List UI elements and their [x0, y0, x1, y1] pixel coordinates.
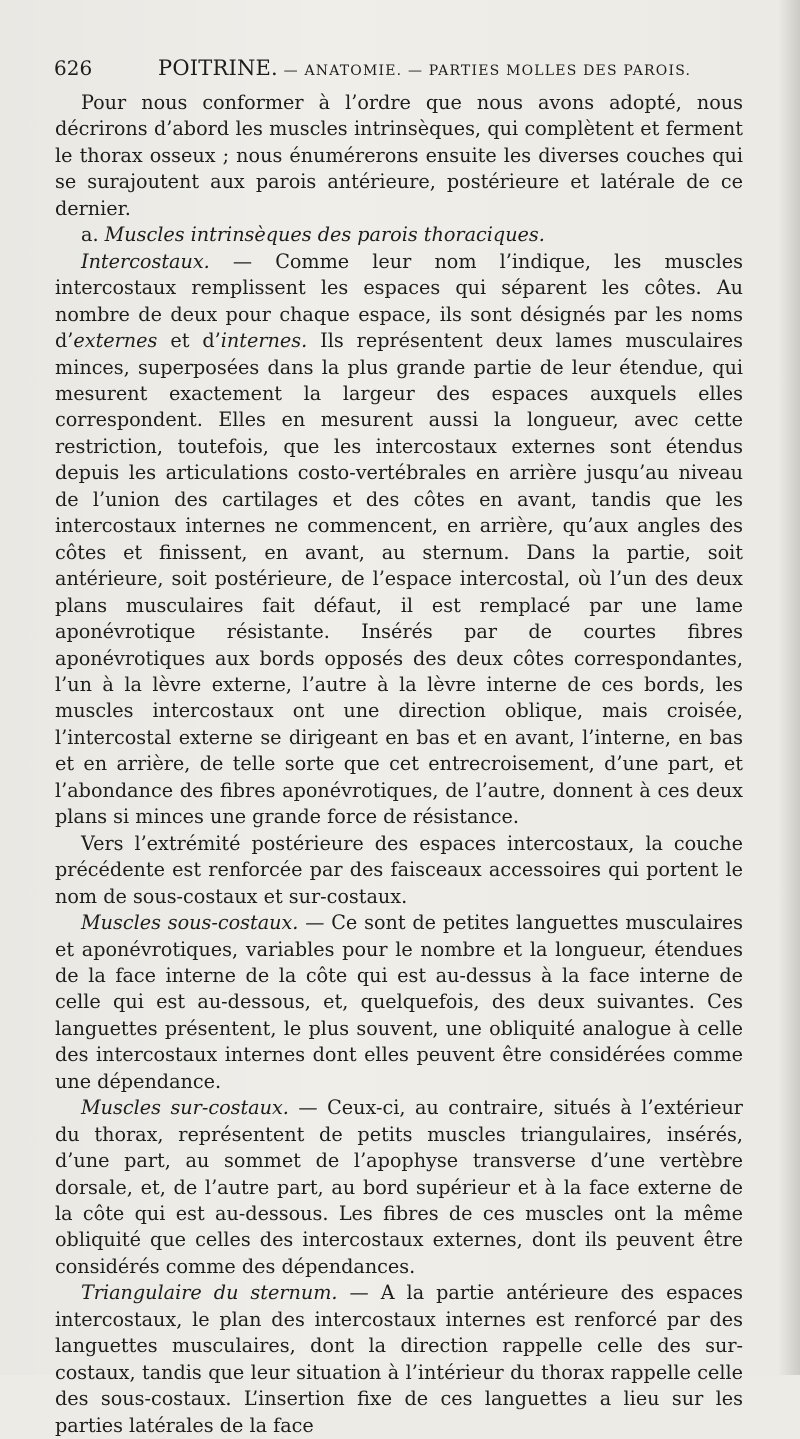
page-number: 626 [54, 56, 93, 80]
page-header [54, 52, 744, 84]
paragraph-text: — Comme leur nom l’indique, les muscles intercostaux remplissent les espaces qui séparent les côtes. Au nombre de deux pour chaque espace, ils sont désignés par les noms d’ [55, 249, 743, 353]
paragraph-text: Ils représentent deux lames musculaires minces, superposées dans la plus grande partie de leur étendue, qui mesurent exactement la largeur des espaces auxquels elles correspondent. Elles en mesurent aussi la longueur, avec cette restriction, toutefois, que les intercostaux externes sont étendus depuis les articulations costo-vertébrales en arrière jusqu’au niveau de l’union des cartilages et des côtes en avant, tandis que les intercostaux internes ne commencent, en arrière, qu’aux angles des côtes et finissent, en avant, au sternum. Dans la partie, soit antérieure, soit postérieure, de l’espace intercostal, où l’un des deux plans musculaires fait défaut, il est remplacé par une lame aponévrotique résistante. Insérés par de courtes fibres aponévrotiques aux bords opposés des deux côtes correspondantes, l’un à la lèvre externe, l’autre à la lèvre interne de ces bords, les muscles intercostaux ont une direction oblique, mais croisée, l’intercostal externe se dirigeant en bas et en avant, l’interne, en bas et en arrière, de telle sorte que cet entrecroisement, d’une part, et l’abondance des fibres aponévrotiques, de l’autre, donnent à ces deux plans si minces une grande force de résistance. [55, 329, 744, 829]
italic-term-internes: internes. [220, 329, 308, 353]
running-title [158, 52, 691, 87]
paragraph-text: et d’ [157, 329, 221, 353]
italic-term-externes: externes [73, 329, 158, 353]
paragraph-triangulaire [55, 1280, 743, 1439]
paragraph-text: — A la partie antérieure des espaces intercostaux, le plan des intercostaux internes est renforcé par des languettes musculaires, dont la direction rappelle celle des sur-costaux, tandis que leur situation à l’intérieur du thorax rappelle celle des sous-costaux. L’insertion fixe de ces languettes a lieu sur les parties latérales de la face [55, 1281, 743, 1437]
running-title-main: POITRINE. [158, 56, 278, 80]
paragraph-title-sous-costaux: Muscles sous-costaux. [81, 911, 299, 935]
paragraph-extremite: Vers l’extrémité postérieure des espaces intercostaux, la couche précédente est renforcée par des faisceaux accessoires qui portent le nom de sous-costaux et sur-costaux. [55, 831, 743, 908]
paragraph-sur-costaux [55, 1095, 743, 1280]
running-title-sub: — ANATOMIE. — PARTIES MOLLES DES PAROIS. [277, 63, 692, 79]
paragraph-title-triangulaire: Triangulaire du sternum. [81, 1281, 338, 1305]
paragraph-sous-costaux [55, 910, 743, 1095]
paragraph-text: — Ce sont de petites languettes musculaires et aponévrotiques, variables pour le nombre et la longueur, étendues de la face interne de la côte qui est au-dessus à la face interne de celle qui est au-dessous, et, quelquefois, des deux suivantes. Ces languettes présentent, le plus souvent, une obliquité analogue à celle des intercostaux internes dont elles peuvent être considérées comme une dépendance. [55, 911, 743, 1093]
paragraph-title-sur-costaux: Muscles sur-costaux. [81, 1096, 289, 1120]
section-prefix: a. [81, 223, 105, 247]
section-title: Muscles intrinsèques des parois thoraciques. [104, 223, 545, 247]
paragraph-text: — Ceux-ci, au contraire, situés à l’extérieur du thorax, représentent de petits muscles triangulaires, insérés, d’une part, au sommet de l’apophyse transverse d’une vertèbre dorsale, et, de l’autre part, au bord supérieur et à la face externe de la côte qui est au-dessous. Les fibres de ces muscles ont la même obliquité que celles des intercostaux externes, dont ils peuvent être considérés comme des dépendances. [55, 1096, 743, 1278]
paragraph-intercostaux [55, 249, 743, 831]
paragraph-title-intercostaux: Intercostaux. [81, 249, 210, 273]
paragraph-intro: Pour nous conformer à l’ordre que nous avons adopté, nous décrirons d’abord les muscles intrinsèques, qui complètent et ferment le thorax osseux ; nous énumérerons ensuite les diverses couches qui se surajoutent aux parois antérieure, postérieure et latérale de ce dernier. [55, 91, 743, 220]
page-edge-shadow [778, 0, 800, 1375]
section-heading-a [55, 222, 743, 248]
body-text [55, 90, 743, 1439]
